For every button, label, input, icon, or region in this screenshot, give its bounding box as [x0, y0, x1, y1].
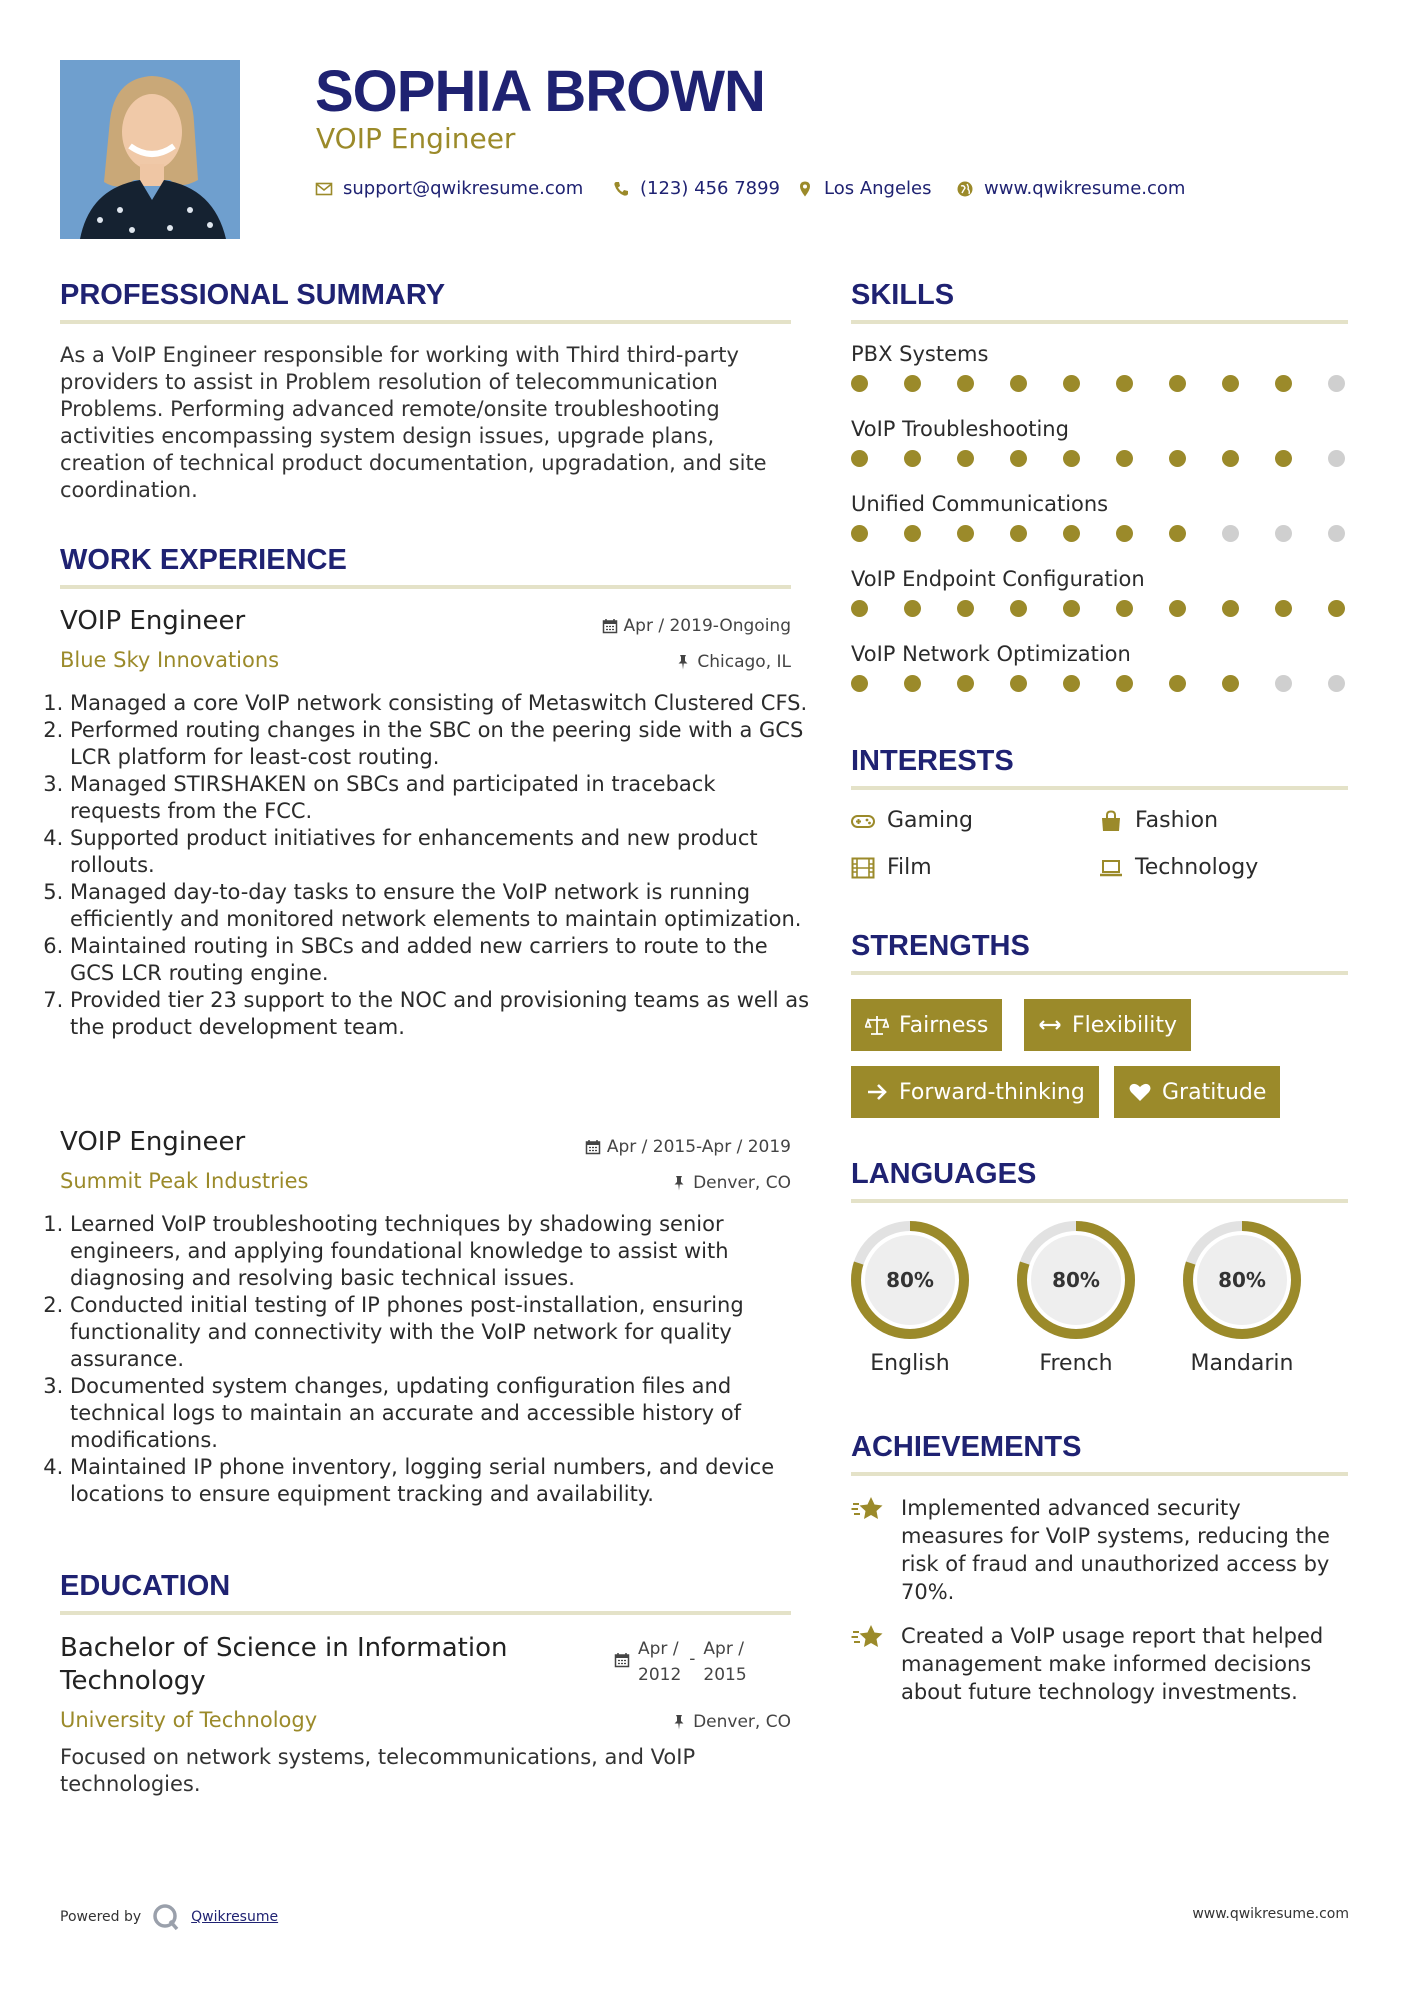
star-badge-icon — [851, 1494, 885, 1524]
strengths-heading: STRENGTHS — [851, 930, 1030, 962]
skills-heading: SKILLS — [851, 279, 955, 311]
job-dates — [602, 616, 791, 636]
language-item — [849, 1219, 971, 1376]
job-responsibilities — [52, 690, 809, 1041]
candidate-name: SOPHIA BROWN — [315, 59, 765, 124]
strength-tag-gratitude — [1114, 1066, 1280, 1118]
rating-dot-filled — [957, 525, 974, 542]
start-month: Apr / — [638, 1639, 679, 1659]
rating-dot-filled — [1010, 450, 1027, 467]
rating-dot-filled — [1222, 600, 1239, 617]
languages-divider — [851, 1199, 1348, 1203]
skill-rating — [851, 675, 1345, 692]
skills-divider — [851, 320, 1348, 324]
skill-name: VoIP Network Optimization — [851, 642, 1131, 666]
interest-item-fashion — [1099, 808, 1218, 833]
job-location-text: Denver, CO — [693, 1173, 791, 1193]
laptop-icon — [1099, 857, 1123, 879]
skill-rating — [851, 525, 1345, 542]
skill-row — [851, 342, 1351, 417]
interest-item-technology — [1099, 855, 1258, 880]
contact-email-text: support@qwikresume.com — [343, 178, 584, 199]
rating-dot-filled — [851, 600, 868, 617]
job-dates-text: Apr / 2019-Ongoing — [623, 616, 791, 636]
list-item: 5. Managed day-to-day tasks to ensure the VoIP network is running efficiently and monitored network elements to maintain optimization. — [70, 879, 809, 933]
rating-dot-filled — [904, 375, 921, 392]
achievement-item — [851, 1494, 1341, 1606]
rating-dot-filled — [1116, 675, 1133, 692]
job-title: VOIP Engineer — [60, 1127, 246, 1157]
calendar-icon — [602, 618, 618, 634]
rating-dot-filled — [1010, 675, 1027, 692]
skill-name: VoIP Endpoint Configuration — [851, 567, 1145, 591]
end-year: 2015 — [703, 1665, 747, 1685]
education-dates — [614, 1636, 747, 1688]
start-year: 2012 — [638, 1665, 682, 1685]
summary-heading: PROFESSIONAL SUMMARY — [60, 279, 446, 311]
achievements-divider — [851, 1472, 1348, 1476]
rating-dot-filled — [1116, 375, 1133, 392]
rating-dot-filled — [1010, 525, 1027, 542]
star-badge-icon — [851, 1622, 885, 1652]
skill-row — [851, 417, 1351, 492]
date-separator: - — [689, 1649, 696, 1669]
job-company: Blue Sky Innovations — [60, 648, 280, 672]
calendar-icon — [614, 1652, 630, 1668]
list-item: 1. Learned VoIP troubleshooting techniques by shadowing senior engineers, and applying foundational knowledge to assist with diagnosing and resolving basic technical issues. — [70, 1211, 809, 1292]
education-description: Focused on network systems, telecommunications, and VoIP technologies. — [60, 1745, 696, 1796]
list-item: 4. Maintained IP phone inventory, logging serial numbers, and device locations to ensure equipment tracking and availability. — [70, 1454, 809, 1508]
skill-row — [851, 492, 1351, 567]
strength-tag-flexibility — [1024, 999, 1191, 1051]
skill-rating — [851, 375, 1345, 392]
gamepad-icon — [851, 810, 875, 832]
education-start — [638, 1636, 681, 1688]
language-ring — [1015, 1219, 1137, 1341]
education-location-text: Denver, CO — [693, 1712, 791, 1732]
contact-location — [796, 178, 932, 199]
rating-dot-filled — [851, 375, 868, 392]
degree-line-1: Bachelor of Science in Information — [60, 1633, 508, 1663]
education-end — [703, 1636, 746, 1688]
rating-dot-empty — [1328, 375, 1345, 392]
strengths-divider — [851, 971, 1348, 975]
rating-dot-filled — [1169, 600, 1186, 617]
summary-divider — [60, 320, 791, 324]
degree-line-2: Technology — [60, 1666, 206, 1696]
rating-dot-filled — [904, 675, 921, 692]
profile-photo — [60, 60, 240, 239]
rating-dot-filled — [1063, 675, 1080, 692]
rating-dot-filled — [1222, 450, 1239, 467]
list-item: 2. Performed routing changes in the SBC on the peering side with a GCS LCR platform for least-cost routing. — [70, 717, 809, 771]
contact-website[interactable] — [956, 178, 1185, 199]
strength-label: Forward-thinking — [899, 1079, 1085, 1105]
job-dates-text: Apr / 2015-Apr / 2019 — [606, 1137, 791, 1157]
skills-list — [851, 342, 1351, 717]
rating-dot-filled — [957, 375, 974, 392]
experience-divider — [60, 585, 791, 589]
experience-heading: WORK EXPERIENCE — [60, 544, 347, 576]
education-location — [671, 1712, 791, 1732]
rating-dot-filled — [1116, 600, 1133, 617]
qwikresume-link[interactable]: Qwikresume — [191, 1909, 279, 1925]
pushpin-icon — [671, 1714, 687, 1730]
heart-icon — [1128, 1081, 1152, 1103]
language-percent: 80% — [1218, 1268, 1266, 1292]
skill-name: Unified Communications — [851, 492, 1109, 516]
powered-by-label: Powered by — [60, 1909, 142, 1925]
footer-powered-by — [60, 1902, 278, 1932]
rating-dot-filled — [957, 450, 974, 467]
strength-label: Fairness — [899, 1012, 989, 1038]
languages-list — [849, 1219, 1349, 1389]
pushpin-icon — [675, 654, 691, 670]
rating-dot-filled — [1010, 375, 1027, 392]
degree-title — [60, 1632, 507, 1698]
achievement-text: Implemented advanced security measures for VoIP systems, reducing the risk of fraud and unauthorized access by 70%. — [901, 1496, 1330, 1604]
map-marker-icon — [796, 180, 814, 198]
job-location — [675, 652, 791, 672]
language-item — [1181, 1219, 1303, 1376]
rating-dot-filled — [957, 600, 974, 617]
profile-photo-image — [60, 60, 240, 239]
rating-dot-filled — [1222, 375, 1239, 392]
rating-dot-filled — [904, 600, 921, 617]
rating-dot-empty — [1275, 675, 1292, 692]
interests-heading: INTERESTS — [851, 745, 1014, 777]
list-item: 3. Managed STIRSHAKEN on SBCs and participated in traceback requests from the FCC. — [70, 771, 809, 825]
achievement-text: Created a VoIP usage report that helped management make informed decisions about future technology investments. — [901, 1624, 1324, 1704]
list-item: 3. Documented system changes, updating configuration files and technical logs to maintain an accurate and accessible history of modifications. — [70, 1373, 809, 1454]
skill-rating — [851, 450, 1345, 467]
language-percent: 80% — [886, 1268, 934, 1292]
rating-dot-filled — [1275, 450, 1292, 467]
interest-label: Gaming — [887, 808, 973, 833]
interest-label: Technology — [1135, 855, 1259, 880]
rating-dot-filled — [904, 525, 921, 542]
rating-dot-filled — [1222, 675, 1239, 692]
list-item: 7. Provided tier 23 support to the NOC and provisioning teams as well as the product development team. — [70, 987, 809, 1041]
rating-dot-filled — [1169, 675, 1186, 692]
job-location-text: Chicago, IL — [697, 652, 791, 672]
list-item: 1. Managed a core VoIP network consisting of Metaswitch Clustered CFS. — [70, 690, 809, 717]
globe-icon — [956, 180, 974, 198]
skill-rating — [851, 600, 1345, 617]
arrow-right-icon — [865, 1081, 889, 1103]
contact-phone[interactable] — [612, 178, 780, 199]
strength-tag-forward-thinking — [851, 1066, 1099, 1118]
list-item: 2. Conducted initial testing of IP phones post-installation, ensuring functionality and connectivity with the VoIP network for quality assurance. — [70, 1292, 809, 1373]
language-ring — [1181, 1219, 1303, 1341]
qwikresume-logo-icon — [151, 1902, 181, 1932]
language-name: Mandarin — [1190, 1351, 1294, 1376]
education-heading: EDUCATION — [60, 1570, 231, 1602]
language-ring — [849, 1219, 971, 1341]
job-responsibilities — [52, 1211, 809, 1508]
rating-dot-empty — [1328, 450, 1345, 467]
rating-dot-empty — [1328, 525, 1345, 542]
rating-dot-empty — [1275, 525, 1292, 542]
footer-website[interactable]: www.qwikresume.com — [1192, 1906, 1349, 1922]
achievement-item — [851, 1622, 1341, 1706]
rating-dot-filled — [1169, 375, 1186, 392]
envelope-icon — [315, 180, 333, 198]
rating-dot-filled — [1063, 525, 1080, 542]
rating-dot-filled — [1116, 450, 1133, 467]
shopping-bag-icon — [1099, 810, 1123, 832]
arrows-horizontal-icon — [1038, 1014, 1062, 1036]
strength-tag-fairness — [851, 999, 1002, 1051]
language-name: French — [1039, 1351, 1113, 1376]
skill-name: VoIP Troubleshooting — [851, 417, 1069, 441]
list-item: 6. Maintained routing in SBCs and added new carriers to route to the GCS LCR routing engine. — [70, 933, 809, 987]
rating-dot-filled — [1116, 525, 1133, 542]
rating-dot-filled — [1063, 375, 1080, 392]
phone-icon — [612, 180, 630, 198]
job-title: VOIP Engineer — [60, 606, 246, 636]
calendar-icon — [585, 1139, 601, 1155]
rating-dot-filled — [1275, 375, 1292, 392]
rating-dot-filled — [1275, 600, 1292, 617]
pushpin-icon — [671, 1175, 687, 1191]
skill-row — [851, 567, 1351, 642]
rating-dot-filled — [904, 450, 921, 467]
language-percent: 80% — [1052, 1268, 1100, 1292]
rating-dot-filled — [1328, 600, 1345, 617]
rating-dot-filled — [851, 525, 868, 542]
contact-phone-text: (123) 456 7899 — [640, 178, 781, 199]
skill-name: PBX Systems — [851, 342, 989, 366]
contact-location-text: Los Angeles — [824, 178, 932, 199]
interest-item-film — [851, 855, 932, 880]
language-name: English — [870, 1351, 950, 1376]
balance-scale-icon — [865, 1014, 889, 1036]
skill-row — [851, 642, 1351, 717]
interest-item-gaming — [851, 808, 973, 833]
school-name: University of Technology — [60, 1708, 318, 1732]
strength-label: Flexibility — [1072, 1012, 1177, 1038]
rating-dot-filled — [851, 450, 868, 467]
film-icon — [851, 857, 875, 879]
job-dates — [585, 1137, 791, 1157]
end-month: Apr / — [703, 1639, 744, 1659]
rating-dot-filled — [1063, 450, 1080, 467]
rating-dot-filled — [851, 675, 868, 692]
languages-heading: LANGUAGES — [851, 1158, 1037, 1190]
job-company: Summit Peak Industries — [60, 1169, 309, 1193]
rating-dot-empty — [1222, 525, 1239, 542]
candidate-title: VOIP Engineer — [316, 122, 516, 155]
language-item — [1015, 1219, 1137, 1376]
rating-dot-filled — [1169, 450, 1186, 467]
achievements-heading: ACHIEVEMENTS — [851, 1431, 1082, 1463]
list-item: 4. Supported product initiatives for enhancements and new product rollouts. — [70, 825, 809, 879]
rating-dot-filled — [1063, 600, 1080, 617]
rating-dot-filled — [1169, 525, 1186, 542]
rating-dot-filled — [957, 675, 974, 692]
job-location — [671, 1173, 791, 1193]
contact-email[interactable] — [315, 178, 583, 199]
interest-label: Film — [887, 855, 932, 880]
rating-dot-filled — [1010, 600, 1027, 617]
summary-text: As a VoIP Engineer responsible for working with Third third-party providers to assist in Problem resolution of telecommunication Problems. Performing advanced remote/onsite troubleshooting activities encompassing system design issues, upgrade plans, creation of technical product documentation, upgradation, and site coordination. — [60, 343, 767, 502]
interests-divider — [851, 786, 1348, 790]
interest-label: Fashion — [1135, 808, 1219, 833]
education-divider — [60, 1611, 791, 1615]
strength-label: Gratitude — [1162, 1079, 1267, 1105]
rating-dot-empty — [1328, 675, 1345, 692]
contact-website-text: www.qwikresume.com — [984, 178, 1186, 199]
